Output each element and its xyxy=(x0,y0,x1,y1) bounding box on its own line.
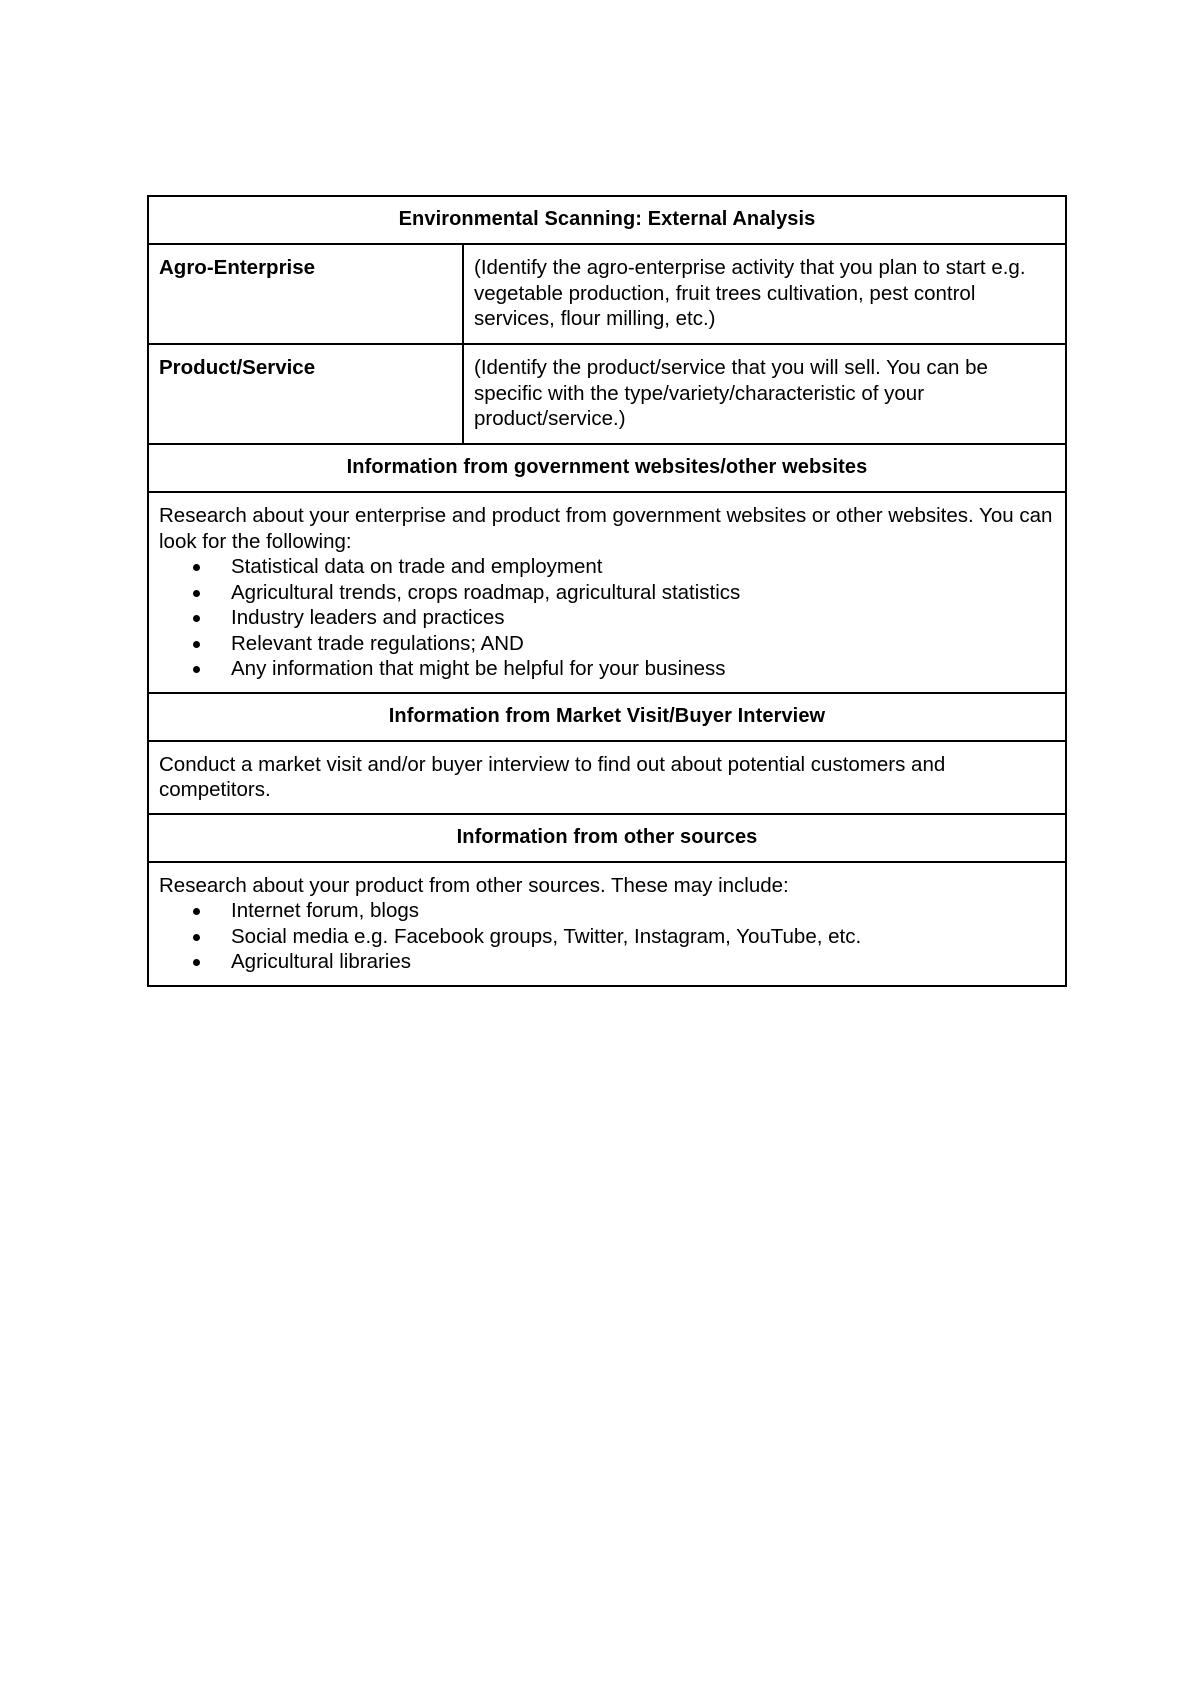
bullet-icon xyxy=(193,959,200,966)
product-service-value: (Identify the product/service that you will sell. You can be specific with the type/variety/characteristic of your product/service.) xyxy=(463,344,1066,444)
section-heading-row xyxy=(148,814,1066,862)
list-item xyxy=(159,656,1055,682)
bullet-icon xyxy=(193,564,200,571)
table-title-row xyxy=(148,196,1066,244)
list-item xyxy=(159,924,1055,950)
government-websites-intro: Research about your enterprise and product from government websites or other websites. You can look for the following: xyxy=(159,504,1053,553)
list-item xyxy=(159,898,1055,924)
external-analysis-table xyxy=(147,195,1067,987)
other-sources-heading: Information from other sources xyxy=(148,814,1066,862)
government-websites-heading: Information from government websites/other websites xyxy=(148,444,1066,492)
market-visit-heading: Information from Market Visit/Buyer Interview xyxy=(148,693,1066,741)
section-body-row xyxy=(148,862,1066,986)
section-body-row xyxy=(148,741,1066,814)
list-item-text: Any information that might be helpful for your business xyxy=(231,657,726,680)
section-heading-row xyxy=(148,444,1066,492)
product-service-row xyxy=(148,344,1066,444)
bullet-icon xyxy=(193,641,200,648)
list-item-text: Industry leaders and practices xyxy=(231,606,505,629)
list-item-text: Agricultural libraries xyxy=(231,950,412,973)
bullet-icon xyxy=(193,615,200,622)
bullet-icon xyxy=(193,666,200,673)
list-item xyxy=(159,631,1055,657)
agro-enterprise-value: (Identify the agro-enterprise activity that you plan to start e.g. vegetable production, fruit trees cultivation, pest control services, flour milling, etc.) xyxy=(463,244,1066,344)
table-title: Environmental Scanning: External Analysis xyxy=(148,196,1066,244)
other-sources-body xyxy=(148,862,1066,986)
list-item xyxy=(159,580,1055,606)
other-sources-list xyxy=(159,898,1055,975)
list-item xyxy=(159,949,1055,975)
bullet-icon xyxy=(193,934,200,941)
list-item xyxy=(159,554,1055,580)
list-item-text: Social media e.g. Facebook groups, Twitter, Instagram, YouTube, etc. xyxy=(231,924,862,948)
bullet-icon xyxy=(193,590,200,597)
government-websites-body xyxy=(148,492,1066,693)
market-visit-body xyxy=(148,741,1066,814)
list-item xyxy=(159,605,1055,631)
list-item-text: Relevant trade regulations; AND xyxy=(231,631,524,655)
list-item-text: Statistical data on trade and employment xyxy=(231,555,603,578)
section-body-row xyxy=(148,492,1066,693)
agro-enterprise-row xyxy=(148,244,1066,344)
section-heading-row xyxy=(148,693,1066,741)
product-service-label: Product/Service xyxy=(148,344,463,444)
market-visit-intro: Conduct a market visit and/or buyer interview to find out about potential customers and competitors. xyxy=(159,752,946,801)
bullet-icon xyxy=(193,908,200,915)
agro-enterprise-label: Agro-Enterprise xyxy=(148,244,463,344)
government-websites-list xyxy=(159,554,1055,682)
list-item-text: Internet forum, blogs xyxy=(231,899,420,922)
other-sources-intro: Research about your product from other sources. These may include: xyxy=(159,873,789,897)
list-item-text: Agricultural trends, crops roadmap, agricultural statistics xyxy=(231,580,741,604)
